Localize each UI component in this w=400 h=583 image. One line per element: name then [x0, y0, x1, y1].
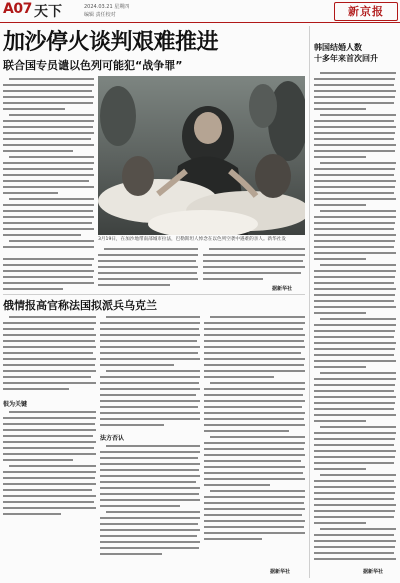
text-line: [314, 216, 396, 218]
newspaper-logo: 新京报: [334, 2, 398, 21]
text-line: [314, 552, 394, 554]
section-title: 天下: [34, 4, 62, 20]
text-line: [314, 228, 394, 230]
text-line: [320, 528, 396, 530]
text-line: [314, 312, 366, 314]
section-divider: [3, 294, 305, 295]
text-line: [314, 234, 396, 236]
text-line: [314, 246, 394, 248]
text-line: [314, 432, 396, 434]
text-line: [320, 474, 396, 476]
text-line: [314, 132, 395, 134]
text-line: [314, 222, 395, 224]
text-line: [314, 534, 394, 536]
editor-credits: 编辑 责任校对: [84, 12, 116, 18]
text-line: [314, 540, 396, 542]
text-line: [314, 450, 396, 452]
text-line: [314, 276, 395, 278]
main-story-column-2: [98, 246, 198, 292]
text-line: [314, 360, 396, 362]
text-line: [314, 96, 395, 98]
text-line: [314, 462, 394, 464]
text-line: [314, 330, 395, 332]
text-line: [320, 72, 396, 74]
main-story-column-3: [203, 246, 305, 284]
text-line: [314, 504, 396, 506]
mourning-scene-image: [98, 76, 305, 235]
text-line: [314, 492, 395, 494]
text-line: [314, 348, 395, 350]
sidebar-headline-line-2: 十多年来首次回升: [314, 54, 378, 63]
second-story-column-2b: [100, 443, 200, 563]
body-text-lines: [98, 246, 198, 292]
text-line: [314, 498, 394, 500]
text-line: [314, 300, 394, 302]
text-line: [314, 90, 396, 92]
text-line: [314, 402, 395, 404]
text-line: [314, 102, 394, 104]
masthead: [0, 0, 400, 23]
text-line: [314, 138, 394, 140]
text-line: [314, 342, 396, 344]
text-line: [314, 396, 396, 398]
text-line: [314, 546, 395, 548]
second-story-column-3: [204, 314, 305, 546]
subhead-france-denies: 法方否认: [100, 435, 125, 442]
main-story-byline: 据新华社: [272, 286, 293, 292]
main-story-column-1: [3, 76, 94, 254]
text-line: [314, 456, 395, 458]
text-line: [314, 408, 394, 410]
second-story-column-2: [100, 314, 200, 430]
body-text-lines: [314, 70, 396, 564]
text-line: [320, 162, 396, 164]
sidebar-byline: 据新华社: [363, 569, 384, 575]
text-line: [314, 84, 394, 86]
text-line: [314, 438, 395, 440]
text-line: [314, 192, 394, 194]
text-line: [314, 252, 396, 254]
text-line: [314, 294, 395, 296]
text-line: [314, 288, 396, 290]
main-story-column-1b: [3, 256, 94, 292]
text-line: [314, 204, 366, 206]
text-line: [314, 186, 395, 188]
page-number: A07: [3, 1, 32, 17]
text-line: [320, 210, 396, 212]
text-line: [314, 156, 366, 158]
text-line: [314, 390, 394, 392]
body-text-lines: [203, 246, 305, 284]
issue-date: 2024.03.21 星期四: [84, 4, 130, 10]
text-line: [314, 486, 396, 488]
text-line: [314, 420, 366, 422]
second-story-byline: 据新华社: [270, 569, 291, 575]
text-line: [314, 510, 395, 512]
text-line: [314, 258, 366, 260]
text-line: [320, 264, 396, 266]
text-line: [314, 282, 394, 284]
second-story-column-1b: [3, 409, 96, 517]
sidebar-headline: [314, 42, 378, 64]
text-line: [314, 78, 395, 80]
text-line: [314, 468, 366, 470]
body-text-lines: [100, 443, 200, 563]
text-line: [314, 240, 395, 242]
body-text-lines: [100, 314, 200, 430]
text-line: [314, 444, 394, 446]
body-text-lines: [3, 314, 96, 398]
text-line: [314, 144, 396, 146]
photo-caption: 3月19日，在加沙地带南部城市拉法，巴勒斯坦人悼念在以色列空袭中遇难的亲人。新华社发: [98, 237, 286, 242]
body-text-lines: [3, 76, 94, 254]
news-photo: [98, 76, 305, 235]
text-line: [314, 306, 396, 308]
text-line: [320, 114, 396, 116]
text-line: [314, 120, 394, 122]
sidebar-headline-line-1: 韩国结婚人数: [314, 43, 362, 52]
text-line: [314, 336, 394, 338]
text-line: [314, 378, 396, 380]
text-line: [314, 270, 396, 272]
text-line: [314, 108, 366, 110]
text-line: [320, 426, 396, 428]
second-headline: 俄情报高官称法国拟派兵乌克兰: [3, 299, 157, 312]
text-line: [314, 414, 396, 416]
text-line: [314, 198, 396, 200]
sidebar-divider: [309, 26, 310, 578]
text-line: [314, 168, 395, 170]
body-text-lines: [204, 314, 305, 546]
body-text-lines: [3, 256, 94, 292]
sidebar-body-text: [314, 70, 396, 564]
text-line: [320, 372, 396, 374]
body-text-lines: [3, 409, 96, 517]
main-headline: 加沙停火谈判艰难推进: [3, 30, 219, 55]
second-story-column-1: [3, 314, 96, 398]
text-line: [314, 558, 396, 560]
text-line: [314, 384, 395, 386]
text-line: [314, 126, 396, 128]
text-line: [314, 174, 394, 176]
text-line: [314, 180, 396, 182]
text-line: [314, 480, 394, 482]
text-line: [314, 516, 394, 518]
main-subheadline: 联合国专员谴以色列可能犯“战争罪”: [3, 59, 183, 72]
text-line: [314, 366, 366, 368]
text-line: [314, 354, 394, 356]
subhead-very-key: 很为关键: [3, 401, 28, 408]
text-line: [320, 318, 396, 320]
text-line: [314, 522, 366, 524]
text-line: [314, 324, 396, 326]
text-line: [314, 150, 395, 152]
